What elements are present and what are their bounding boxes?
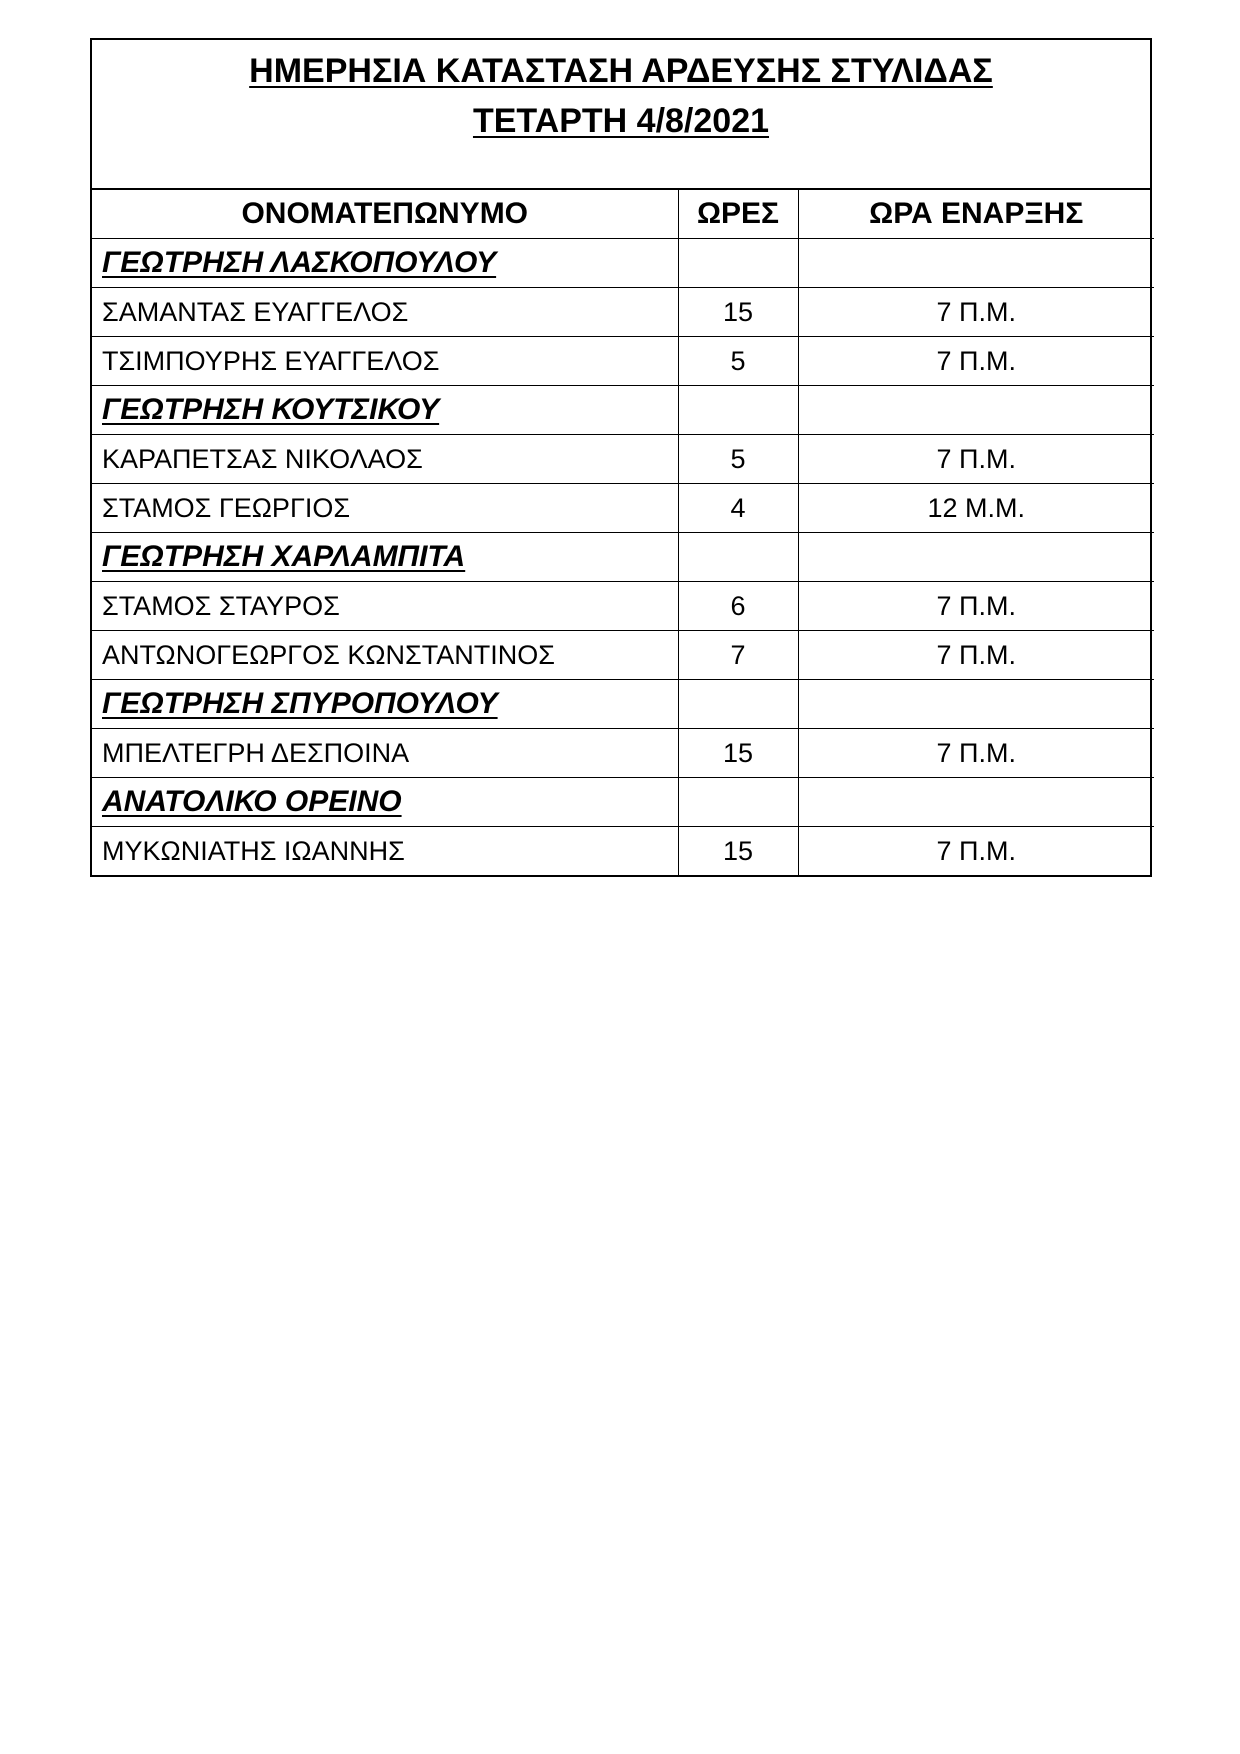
table-row [92,827,1154,876]
section-title: ΓΕΩΤΡΗΣΗ ΣΠΥΡΟΠΟΥΛΟΥ [92,680,678,729]
cell-start-time: 7 Π.Μ. [798,729,1154,778]
cell-start-time [798,386,1154,435]
section-title: ΓΕΩΤΡΗΣΗ ΚΟΥΤΣΙΚΟΥ [92,386,678,435]
document-date: ΤΕΤΑΡΤΗ 4/8/2021 [472,102,770,140]
cell-start-time: 7 Π.Μ. [798,337,1154,386]
cell-hours: 7 [678,631,798,680]
document-title: ΗΜΕΡΗΣΙΑ ΚΑΤΑΣΤΑΣΗ ΑΡΔΕΥΣΗΣ ΣΤΥΛΙΔΑΣ [249,52,993,90]
cell-start-time [798,239,1154,288]
section-row [92,239,1154,288]
cell-hours [678,239,798,288]
table-row [92,631,1154,680]
cell-start-time: 7 Π.Μ. [798,827,1154,876]
table-row [92,582,1154,631]
cell-start-time: 7 Π.Μ. [798,582,1154,631]
cell-hours: 5 [678,337,798,386]
cell-name: ΜΥΚΩΝΙΑΤΗΣ ΙΩΑΝΝΗΣ [92,827,678,876]
table-header-row [92,190,1154,239]
cell-start-time [798,680,1154,729]
cell-hours [678,386,798,435]
cell-start-time: 12 Μ.Μ. [798,484,1154,533]
cell-hours: 15 [678,729,798,778]
section-title: ΑΝΑΤΟΛΙΚΟ ΟΡΕΙΝΟ [92,778,678,827]
cell-hours: 15 [678,288,798,337]
table-row [92,729,1154,778]
table-row [92,484,1154,533]
section-title: ΓΕΩΤΡΗΣΗ ΧΑΡΛΑΜΠΙΤΑ [92,533,678,582]
cell-name: ΚΑΡΑΠΕΤΣΑΣ ΝΙΚΟΛΑΟΣ [92,435,678,484]
section-row [92,386,1154,435]
table-row [92,337,1154,386]
cell-start-time [798,778,1154,827]
cell-start-time: 7 Π.Μ. [798,435,1154,484]
column-header-hours: ΩΡΕΣ [678,190,798,239]
cell-hours: 15 [678,827,798,876]
cell-hours [678,533,798,582]
cell-name: ΑΝΤΩΝΟΓΕΩΡΓΟΣ ΚΩΝΣΤΑΝΤΙΝΟΣ [92,631,678,680]
section-title: ΓΕΩΤΡΗΣΗ ΛΑΣΚΟΠΟΥΛΟΥ [92,239,678,288]
cell-hours: 6 [678,582,798,631]
table-row [92,288,1154,337]
cell-name: ΣΑΜΑΝΤΑΣ ΕΥΑΓΓΕΛΟΣ [92,288,678,337]
cell-hours: 4 [678,484,798,533]
section-row [92,533,1154,582]
cell-start-time: 7 Π.Μ. [798,288,1154,337]
cell-start-time [798,533,1154,582]
cell-name: ΣΤΑΜΟΣ ΓΕΩΡΓΙΟΣ [92,484,678,533]
title-block [92,40,1150,190]
table-row [92,435,1154,484]
section-row [92,680,1154,729]
cell-name: ΣΤΑΜΟΣ ΣΤΑΥΡΟΣ [92,582,678,631]
cell-name: ΜΠΕΛΤΕΓΡΗ ΔΕΣΠΟΙΝΑ [92,729,678,778]
section-row [92,778,1154,827]
cell-hours: 5 [678,435,798,484]
cell-hours [678,680,798,729]
irrigation-schedule-sheet [90,38,1152,877]
cell-hours [678,778,798,827]
cell-start-time: 7 Π.Μ. [798,631,1154,680]
cell-name: ΤΣΙΜΠΟΥΡΗΣ ΕΥΑΓΓΕΛΟΣ [92,337,678,386]
column-header-name: ΟΝΟΜΑΤΕΠΩΝΥΜΟ [92,190,678,239]
irrigation-table [92,190,1154,875]
column-header-start-time: ΩΡΑ ΕΝΑΡΞΗΣ [798,190,1154,239]
